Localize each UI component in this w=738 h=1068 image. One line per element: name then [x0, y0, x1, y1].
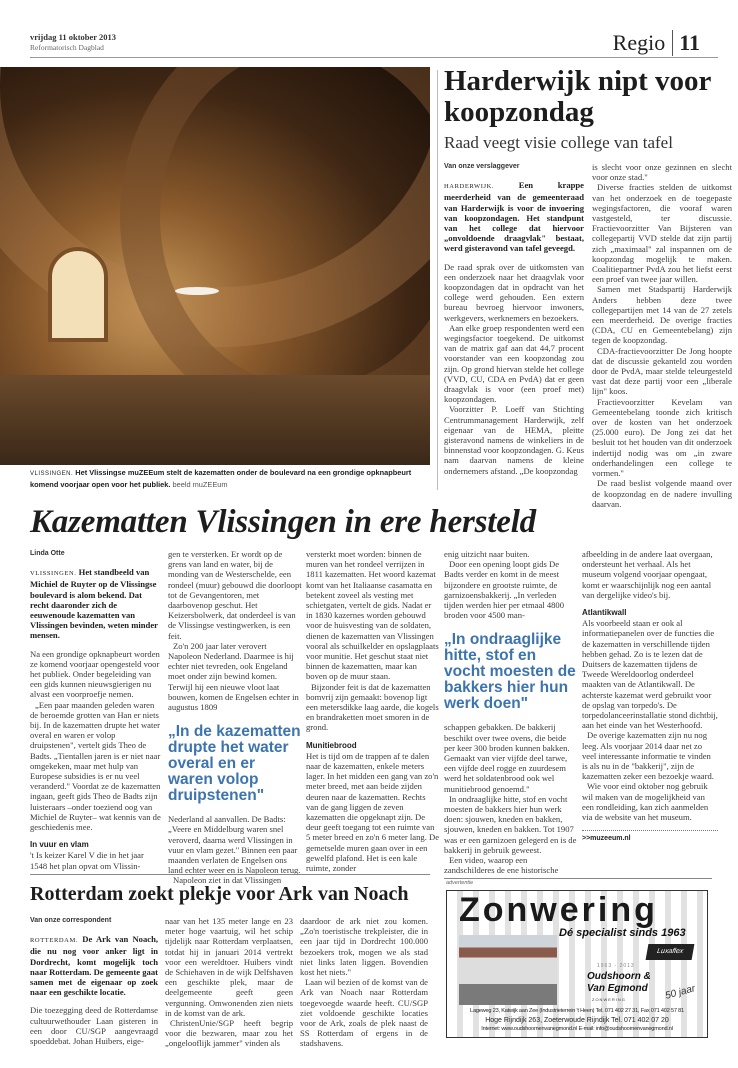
ad-divider: [444, 878, 712, 879]
paragraph: Diverse fracties stelden de uitkomst van het onderzoek en de toegepaste wegingsfactoren, die vooraf waren vastgesteld, ter discussie. Fractievoorzitter Van Bijsteren van collegepartij VVD stelde dat zijn partij zich „maximaal" zal inspannen om de koopzondag mogelijk te maken. Coalitiepartner PvdA zou het liefst eerst een proef van twee jaar willen.: [592, 182, 732, 285]
dateline: HARDERWIJK.: [444, 183, 495, 191]
paragraph: In ondraaglijke hitte, stof en vocht moesten de bakkers hier hun werk doen: sjouwen, kneden en bakken, sjouwen, kneden en bakken. Tot 1907 was er een garnizoen gelegerd en is de bakkerij in gebruik geweest.: [444, 793, 577, 855]
paragraph: ChristenUnie/SGP heeft begrip voor die bezwaren, maar zou het „ongelooflijk jammer" vinden als: [165, 1018, 293, 1049]
column-body: [165, 916, 293, 1049]
paragraph: versterkt moet worden: binnen de muren van het rondeel verrijzen in 1811 kazematten. Het woord kazemat komt van het Italiaanse casamatta en betekent zoveel als vesting met schietgaten, vertelt de gids. Nadat er in 1830 kazernes worden gebouwd voor de huisvesting van de soldaten, dienen de kazematten van Vlissingen vooral als schuilkelder en opslagplaats voor munitie. Het geschut staat niet binnen de kazematten, maar kan boven op de muur staan.: [306, 549, 439, 682]
paragraph: Voorzitter P. Loeff van Stichting Centrummanagement Harderwijk, zelf eigenaar van de HEMA, pleitte gisteravond namens de winkeliers in de binnenstad voor koopzondagen. G. Keus nam daarvan namens de kleine ondernemers afstand. „De koopzondag: [444, 404, 584, 476]
paragraph: Die toezegging deed de Rotterdamse cultuurwethouder Laan gisteren in een door CU/SGP aangevraagd spoeddebat. Johan Huibers, eige-: [30, 1005, 158, 1047]
page-number: 11: [672, 30, 700, 56]
paragraph: Als voorbeeld staan er ook al informatiepanelen over de functies die de kazematten in verschillende tijden hebben gehad. Zo is te lezen dat de Duitsers de kazematten tijdens de Tweede Wereldoorlog onderdeel maakten van de Atlantikwall. De achterste kazemat werd gebruikt voor de opslag van torpedo's. De torpedolanceerinstallatie stond dichtbij, aan het einde van het Westerhoofd.: [582, 618, 718, 731]
photo-credit: beeld muZEEum: [172, 479, 228, 489]
vault-arch-inner: [120, 67, 430, 427]
pull-quote: „In ondraaglijke hitte, stof en vocht moesten de bakkers hier hun werk doen": [444, 631, 576, 713]
company-line-2: Van Egmond: [587, 982, 648, 994]
harderwijk-headline: Harderwijk nipt voor koopzondag: [444, 65, 711, 128]
intertitle: In vuur en vlam: [30, 840, 89, 850]
column-body: [582, 549, 718, 822]
paragraph: enig uitzicht naar buiten.: [444, 549, 530, 559]
caption-place: VLISSINGEN.: [30, 471, 74, 477]
ad-address-block: [447, 1007, 707, 1034]
column-body: [30, 567, 162, 871]
section-name: Regio: [612, 30, 666, 55]
kazematten-column-1: [30, 549, 162, 871]
company-line-1: Oudshoorn &: [587, 971, 651, 982]
lead-paragraph: [30, 567, 162, 640]
paragraph: gen te versterken. Er wordt op de grens van land en water, bij de monding van de Westerschelde, een rondeel (muur) gebouwd die doorloopt tot de Gevangentoren, met daarbovenop geschut. Het Keizersbolwerk, dat onderdeel is van de Vlissingse vestingwerken, is een feit.: [168, 549, 302, 641]
dateline: VLISSINGEN.: [30, 570, 77, 578]
paragraph: Napoleon ziet in dat Vlissingen: [173, 875, 282, 886]
lead-paragraph: [30, 934, 158, 997]
display-lamp: [175, 287, 219, 295]
floor: [0, 375, 430, 465]
harderwijk-column-2: [592, 162, 732, 509]
ad-label: advertentie: [446, 880, 474, 886]
ark-column-2: [165, 916, 293, 1049]
paragraph: De raad sprak over de uitkomsten van een onderzoek naar het draagvlak voor koopzondagen dat in opdracht van het college werd gehouden. Een extern bureau bevroeg hiervoor inwoners, werkgevers, werknemers en bezoekers.: [444, 261, 584, 323]
kazematten-headline: Kazematten Vlissingen in ere hersteld: [30, 504, 536, 540]
arched-window: [48, 247, 108, 342]
ad-years: 1963 - 2013: [597, 963, 635, 969]
paragraph: Aan elke groep respondenten werd een wegingsfactor toegekend. De uitkomst van de matrix gaf aan dat 44,7 procent voorstander van een koopzondag zou zijn. Op grond hiervan stelde het college (VVD, CU, CDA en PvdA) dat er geen draagvlak is voor (een proef met) koopzondagen.: [444, 322, 584, 405]
zonwering-advertisement[interactable]: [446, 890, 708, 1038]
kazematten-photo: [0, 67, 430, 465]
ad-address-2: Hoge Rijndijk 263, Zoeterwoude Rijndijk Tel. 071 402 07 20: [485, 1017, 669, 1024]
header-divider: [30, 57, 718, 58]
pull-quote: „In de kazematten drupte het water overal en er waren volop druipstenen": [168, 723, 301, 805]
kazematten-column-5: [582, 549, 718, 844]
ad-address-1: Lageweg 23, Katwijk aan Zee (Industrieterrein 't Heen) Tel. 071 402 27 31, Fax 071 402 57 81: [470, 1008, 684, 1014]
column-body: [306, 549, 440, 873]
photo-caption: [30, 468, 430, 489]
harderwijk-byline: Van onze verslaggever: [444, 163, 520, 170]
paragraph: Fractievoorzitter Kevelam van Gemeentebelang toonde zich kritisch over de kosten van het onderzoek (25.000 euro). De Jong zei dat het besluit tot het houden van dit onderzoek indertijd nodig was om „in zware onderhandelingen een college te vormen.": [592, 396, 732, 479]
dateline: ROTTERDAM.: [30, 937, 79, 945]
ark-column-1: [30, 916, 158, 1046]
paragraph: De raad beslist volgende maand over de koopzondag en de nadere invulling daarvan.: [592, 478, 732, 509]
ark-headline: Rotterdam zoekt plekje voor Ark van Noach: [30, 883, 409, 905]
column-body: [444, 180, 584, 476]
column-body: [30, 934, 158, 1046]
paragraph: Laan wil bezien of de komst van de Ark van Noach naar Rotterdam toegevoegde waarde heeft. CU/SGP ziet voldoende geschikte locaties voor de Ark, zoals de plek naast de SS Rotterdam of ergens in de stadshavens.: [300, 977, 428, 1049]
lead-text: De Ark van Noach, die nu nog voor anker ligt in Dordrecht, komt mogelijk toch naar Rotterdam. De gemeente gaat samen met de eigenaar op zoek naar een geschikte locatie.: [30, 934, 158, 998]
intertitle: Atlantikwall: [582, 608, 627, 618]
paragraph: is slecht voor onze gezinnen en slecht voor onze stad.": [592, 162, 732, 183]
house-photo: [459, 935, 557, 1005]
paragraph: 't Is keizer Karel V die in het jaar 1548 het plan opvat om Vlissin-: [30, 850, 144, 871]
harderwijk-column-1: [444, 162, 584, 476]
paragraph: Samen met Stadspartij Harderwijk Anders hebben deze twee collegepartijen met 14 van de 27 zetels een meerderheid. De overige fracties (CDA, CU en Gemeentebelang) zijn tegen de koopzondag.: [592, 284, 732, 346]
paragraph: CDA-fractievoorzitter De Jong hoopte dat de discussie gekanteld zou worden door de PvdA, maar stelde teleurgesteld vast dat deze partij voor een „liberale lijn" koos.: [592, 345, 732, 397]
kazematten-column-4: [444, 549, 578, 875]
paragraph: Een video, waarop een zandschilderes de ene historische: [444, 855, 559, 876]
ad-company: [587, 971, 651, 994]
column-body: [444, 549, 578, 875]
lead-text: Het standbeeld van Michiel de Ruyter op de Vlissingse boulevard is alom bekend. Dat recht daaronder zich de eeuwenoude kazematten van Vlissingen bevinden, weten minder mensen.: [30, 567, 158, 641]
column-body: [300, 916, 428, 1049]
paragraph: naar van het 135 meter lange en 23 meter hoge vaartuig, wil het schip tijdelijk naar Rotterdam verplaatsen, totdat hij in januari 2014 vertrekt voor een wereldtoer. Huibers vindt de Schiehaven in de wijk Delfshaven een geschikte plek, maar de deelgemeente geeft geen vergunning. Omwonenden zien niets in de komst van de ark.: [165, 916, 293, 1018]
ad-address-3: Internet: www.oudshoornenvanegmond.nl E-mail: info@oudshoornenvanegmond.nl: [481, 1026, 673, 1032]
paragraph: Wie voor eind oktober nog gebruik wil maken van de mogelijkheid van een rondleiding, kan zich aanmelden via de website van het museum.: [582, 781, 709, 823]
paragraph: Door een opening loopt gids De Badts verder en komt in de meest bijzondere en grootste ruimte, de garnizoensbakkerij. „In verleden tijden werden hier per etmaal 4800 broden voor 4500 man-: [444, 559, 565, 621]
column-body: [592, 162, 732, 509]
museum-link[interactable]: >>muzeeum.nl: [582, 830, 718, 844]
lead-text: Een krappe meerderheid van de gemeenteraad van Harderwijk is voor de invoering van koopzondagen. Het standpunt van het college dat hiervoor „onvoldoende draagvlak" bestaat, werd gisteravond van tafel geveegd.: [444, 180, 584, 254]
kazematten-byline: Linda Otte: [30, 550, 65, 557]
section-header: [613, 30, 700, 56]
paragraph: Nederland al aanvallen. De Badts: „Veere en Middelburg waren snel veroverd, daarna werd Vlissingen in vuur en vlam gezet." Binnen een paar maanden verlaten de Engelsen ons land echter weer en is Napoleon terug.: [168, 814, 301, 876]
ad-anniversary: 50 jaar: [664, 983, 697, 1002]
paragraph: Na een grondige opknapbeurt worden ze komend voorjaar opengesteld voor het publiek. Onder begeleiding van een gids kunnen nieuwsgierigen nu alvast een voorproefje nemen.: [30, 648, 160, 700]
intertitle: Munitiebrood: [306, 740, 357, 750]
paragraph: daardoor de ark niet zou komen. „Zo'n toeristische trekpleister, die in een jaar tijd in Dordrecht 100.000 bezoekers trok, mogen we als stad niet links laten liggen. Bovendien kost het niets.": [300, 916, 428, 978]
ad-zonwering-small: ZONWERING: [592, 997, 626, 1002]
kazematten-column-2: [168, 549, 302, 886]
ark-byline: Van onze correspondent: [30, 917, 112, 924]
paragraph: „Een paar maanden geleden waren de beroemde grotten van Han er niets bij. In de kazematten drupte het water overal en waren er volop druipstenen", vertelt gids Theo de Badts. „Tientallen jaren is er niet naar omgekeken, maar met hulp van Europese subsidies is er nu veel veranderd." Voordat ze de kazematten ingaan, geeft gids Theo de Badts zijn luisteraars –onder toeziend oog van Michiel de Ruyter– wat kennis van de geschiedenis mee.: [30, 699, 161, 833]
harderwijk-subheadline: Raad veegt visie college van tafel: [444, 133, 673, 152]
caption-text: Het Vlissingse muZEEum stelt de kazematten onder de boulevard na een grondige opknapbeurt komend voorjaar open voor het publiek.: [30, 468, 412, 489]
column-divider: [437, 70, 438, 490]
ad-brand: Zonwering: [459, 891, 658, 929]
ad-tagline: Dé specialist sinds 1963: [559, 927, 686, 939]
newspaper-name: Reformatorisch Dagblad: [30, 43, 104, 52]
ark-column-3: [300, 916, 428, 1049]
paragraph: Bijzonder feit is dat de kazematten bomvrij zijn gemaakt: bovenop ligt een metersdikke laag aarde, die kogels en brandraketten moet smoren in de grond.: [306, 681, 439, 733]
column-body: [168, 549, 302, 886]
paragraph: De overige kazematten zijn nu nog leeg. Als voorjaar 2014 daar net zo veel interessante informatie te vinden is als nu in de "bakkerij", zijn de kazematten zeker een bezoekje waard.: [582, 730, 714, 782]
paragraph: afbeelding in de andere laat overgaan, ondersteunt het verhaal. Als het museum volgend voorjaar opengaat, komt er waarschijnlijk nog een aantal van dergelijke video's bij.: [582, 549, 713, 600]
paragraph: Het is tijd om de trappen af te dalen naar de kazematten, enkele meters lager. In het midden een gang van zo'n meter breed, met aan beide zijden deuren naar de kazematten. Rechts van de gang liggen de zeven kazematten die opgeknapt zijn. De deur geeft toegang tot een ruimte van 5 meter breed en zo'n 6 meter lang. De gemetselde muren gaan over in een gewelfd plafond. Het is een kale ruimte, zonder: [306, 750, 440, 874]
section-divider: [30, 874, 430, 875]
lead-paragraph: [444, 180, 584, 253]
luxaflex-logo: Luxaflex: [646, 944, 695, 960]
paragraph: Zo'n 200 jaar later verovert Napoleon Nederland. Daarmee is hij echter niet tevreden, ook Engeland moet onder zijn bewind komen. Terwijl hij een nieuwe vloot laat bouwen, komen de Engelsen echter in augustus 1809: [168, 640, 299, 713]
kazematten-column-3: [306, 549, 440, 873]
paragraph: schappen gebakken. De bakkerij beschikt over twee ovens, die beide per keer 300 broden kunnen bakken. Gemaakt van vier vijfde deel tarwe, een vijfde deel rogge en zuurdesem werd het soldatenbrood ook wel munitiebrood genoemd.": [444, 722, 570, 794]
issue-date: vrijdag 11 oktober 2013: [30, 32, 117, 42]
